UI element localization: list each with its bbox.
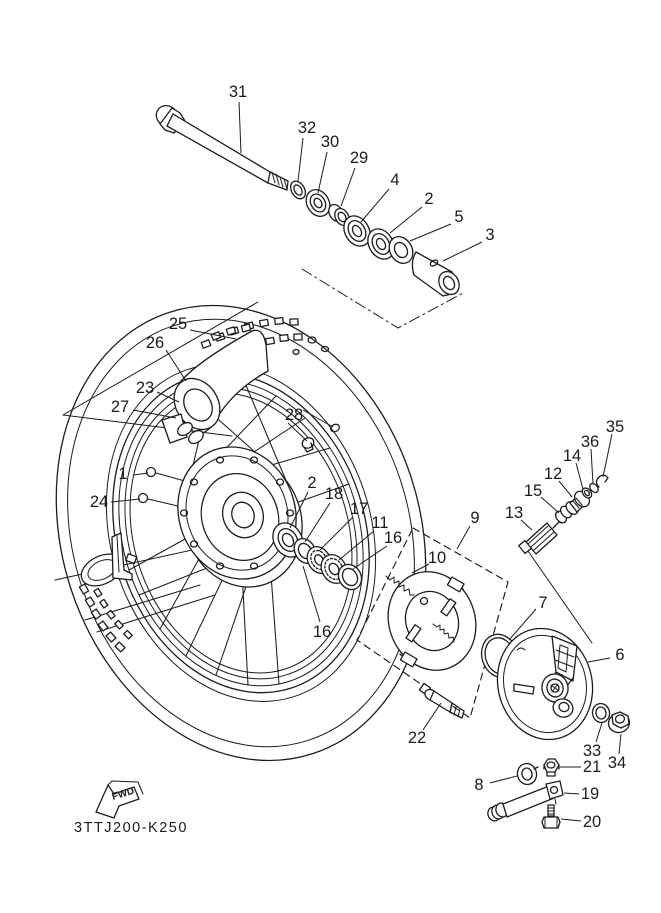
callout-number: 34 xyxy=(607,754,627,772)
callout-number: 32 xyxy=(297,119,317,137)
callout-13 xyxy=(505,504,532,530)
callout-leader-line xyxy=(319,517,353,551)
callout-number: 13 xyxy=(504,504,524,522)
callout-leader-line xyxy=(541,497,559,513)
callout-number: 4 xyxy=(390,171,400,189)
callout-number: 16 xyxy=(312,623,332,641)
callout-number: 17 xyxy=(349,500,369,518)
callout-20 xyxy=(561,813,601,831)
callout-number: 6 xyxy=(615,646,625,664)
callout-leader-line xyxy=(361,189,389,222)
callout-number: 5 xyxy=(454,208,464,226)
callout-number: 15 xyxy=(523,482,543,500)
callout-number: 7 xyxy=(538,594,548,612)
callout-29 xyxy=(341,149,368,206)
callout-number: 8 xyxy=(474,776,484,794)
callout-30 xyxy=(318,133,339,193)
callout-leader-line xyxy=(166,350,186,381)
callout-number: 27 xyxy=(110,398,130,416)
callout-leader-line xyxy=(390,207,422,233)
callout-number: 18 xyxy=(324,485,344,503)
callout-number: 35 xyxy=(605,418,625,436)
tread-knobs-bottom xyxy=(79,584,132,652)
camshaft-22 xyxy=(419,683,464,718)
callout-15 xyxy=(524,482,559,513)
callout-number: 1 xyxy=(118,465,128,483)
callout-number: 30 xyxy=(320,133,340,151)
callout-number: 14 xyxy=(562,447,582,465)
callout-leader-line xyxy=(239,102,241,153)
washer-33 xyxy=(591,702,612,724)
callout-25 xyxy=(169,315,236,339)
callout-number: 3 xyxy=(485,226,495,244)
callout-leader-line xyxy=(353,546,387,569)
callout-leader-line xyxy=(559,481,572,497)
callout-leader-line xyxy=(576,463,583,489)
callout-18 xyxy=(305,485,343,542)
callout-leader-line xyxy=(490,776,517,783)
spoke-nipple-28 xyxy=(300,423,340,452)
callout-leader-line xyxy=(298,138,303,181)
washer-8 xyxy=(516,762,539,786)
nut-34 xyxy=(607,712,631,735)
callout-number: 33 xyxy=(582,742,602,760)
callout-22 xyxy=(408,703,441,747)
callout-33 xyxy=(583,723,602,760)
diagram-part-code: 3TTJ200-K250 xyxy=(74,820,188,836)
callout-leader-line xyxy=(305,503,330,542)
callout-23 xyxy=(136,379,179,402)
callout-leader-line xyxy=(303,566,320,622)
callout-number: 24 xyxy=(89,493,109,511)
callout-leader-line xyxy=(603,434,612,477)
callout-26 xyxy=(146,334,186,381)
callout-leader-line xyxy=(591,449,593,484)
axle-bolt xyxy=(152,101,288,190)
drive-gear-13 xyxy=(519,516,565,554)
bolt-20 xyxy=(542,805,560,828)
clip-35 xyxy=(597,475,609,487)
fwd-arrow-label: FWD xyxy=(110,785,136,803)
callout-number: 29 xyxy=(349,149,369,167)
callout-number: 12 xyxy=(543,465,563,483)
callout-number: 36 xyxy=(580,433,600,451)
callout-number: 11 xyxy=(371,514,389,532)
callout-leader-line xyxy=(596,723,602,742)
callout-leader-line xyxy=(423,703,441,730)
callout-36 xyxy=(581,433,599,484)
callout-number: 10 xyxy=(427,549,447,567)
callout-number: 26 xyxy=(145,334,165,352)
callout-11 xyxy=(339,514,389,560)
callout-4 xyxy=(361,171,400,222)
callout-34 xyxy=(608,734,626,772)
callout-leader-line xyxy=(564,793,579,794)
callout-14 xyxy=(563,447,583,489)
callout-number: 19 xyxy=(580,785,600,803)
callout-12 xyxy=(544,465,572,497)
callout-leader-line xyxy=(134,473,148,475)
nut-21 xyxy=(544,759,559,776)
callout-number: 22 xyxy=(407,729,427,747)
washer-32 xyxy=(288,179,309,202)
callout-9 xyxy=(457,509,480,549)
callout-10 xyxy=(412,549,446,573)
callout-35 xyxy=(603,418,624,477)
collar-3 xyxy=(412,252,463,298)
callout-leader-line xyxy=(561,819,581,821)
callout-number: 23 xyxy=(135,379,155,397)
callout-5 xyxy=(410,208,464,241)
callout-number: 31 xyxy=(228,83,248,101)
callout-1 xyxy=(118,465,148,483)
callout-8 xyxy=(474,776,517,794)
callout-number: 2 xyxy=(307,474,317,492)
callout-28 xyxy=(285,406,333,441)
callout-leader-line xyxy=(588,658,610,662)
callout-leader-line xyxy=(443,242,482,261)
callout-number: 16 xyxy=(383,529,403,547)
callout-number: 28 xyxy=(284,406,304,424)
callout-number: 9 xyxy=(470,509,480,527)
callout-3 xyxy=(443,226,495,261)
callout-31 xyxy=(229,83,247,153)
callout-32 xyxy=(298,119,316,181)
callout-21 xyxy=(560,758,601,776)
callout-leader-line xyxy=(341,168,355,206)
callout-number: 2 xyxy=(424,190,434,208)
callout-number: 25 xyxy=(168,315,188,333)
callout-16 xyxy=(353,529,402,569)
callout-leader-line xyxy=(457,526,470,549)
brake-shoes xyxy=(374,559,489,682)
callout-number: 21 xyxy=(582,758,602,776)
fwd-arrow xyxy=(96,781,143,818)
callout-leader-line xyxy=(619,734,621,754)
callout-leader-line xyxy=(318,152,327,193)
callout-2 xyxy=(390,190,434,233)
callout-leader-line xyxy=(410,224,451,241)
callout-6 xyxy=(588,646,625,664)
callout-24 xyxy=(90,493,140,511)
callout-19 xyxy=(564,785,599,803)
callout-number: 20 xyxy=(582,813,602,831)
